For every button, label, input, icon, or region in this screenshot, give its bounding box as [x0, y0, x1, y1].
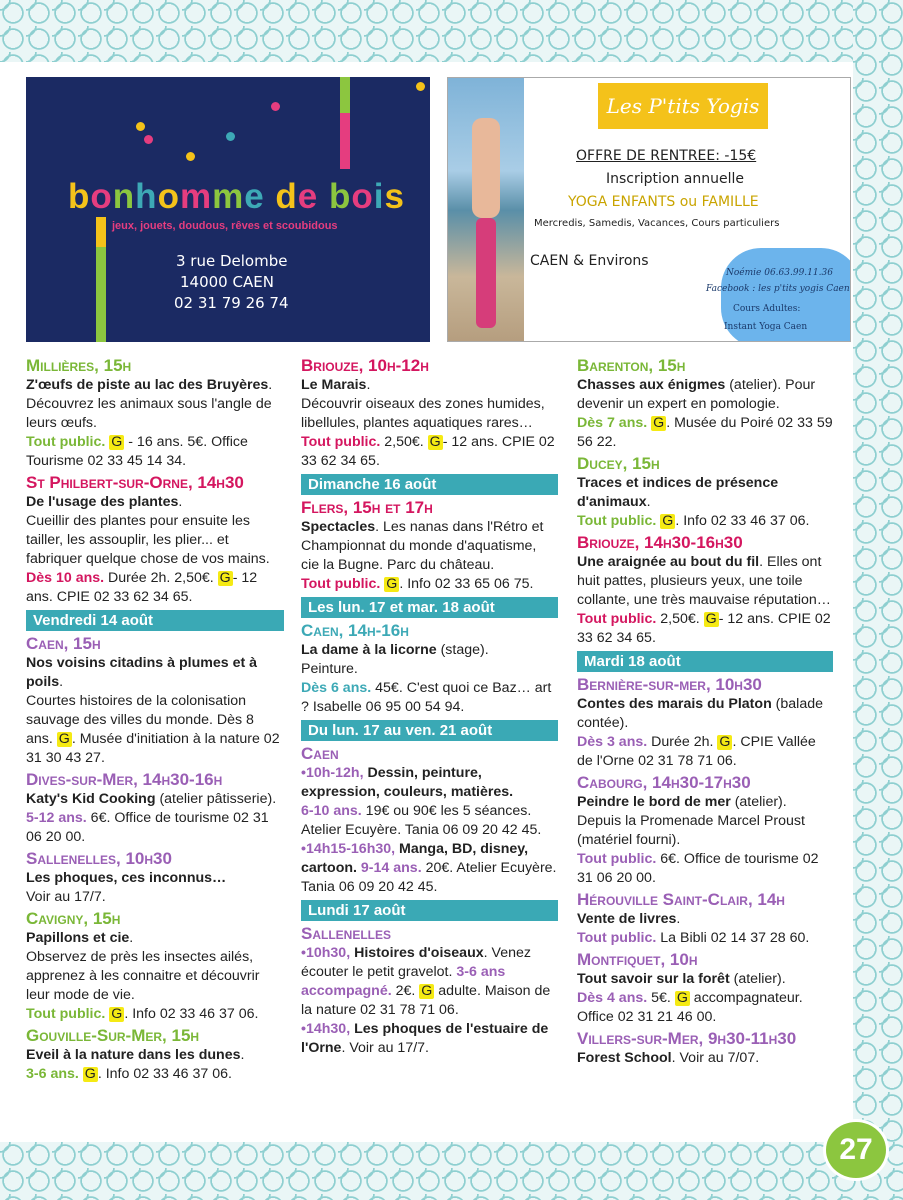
yogis-offer: OFFRE DE RENTREE: -15€ — [576, 148, 757, 164]
event-audience: Tout public. — [26, 1006, 106, 1022]
event-title-extra: (stage). — [436, 642, 489, 658]
event-entry — [577, 675, 833, 771]
event-audience: Dès 6 ans. — [301, 680, 372, 696]
yoga-figure — [472, 118, 500, 218]
bonhomme-logo: bonhomme de bois — [68, 177, 405, 216]
event-heading: Montfiquet, 10h — [577, 950, 698, 969]
event-heading: Gouville-Sur-Mer, 15h — [26, 1026, 200, 1045]
decorative-dot — [416, 82, 425, 91]
event-audience: Dès 4 ans. — [577, 990, 648, 1006]
event-info: 6€. Office de tourisme 02 31 06 20 00. — [26, 810, 269, 845]
event-info: - 12 ans. CPIE 02 33 62 34 65. — [577, 611, 831, 646]
event-info: 20€. Atelier Ecuyère. Tania 06 09 20 42 45. — [301, 860, 557, 895]
event-entry: Gouville-Sur-Mer, 15h Eveil à la nature dans les dunes. 3-6 ans. G . Info 02 33 46 37 06. — [26, 1026, 284, 1084]
decorative-bar — [340, 113, 350, 169]
event-entry — [301, 621, 558, 717]
decorative-pattern-bottom — [0, 1142, 903, 1200]
event-heading: Dives-sur-Mer, 14h30-16h — [26, 770, 223, 789]
event-description: Observez de près les insectes ailés, apprenez à les connaitre et découvrir leur mode de vie. — [26, 949, 260, 1003]
event-description: Découvrir oiseaux des zones humides, libellules, plantes aquatiques rares… — [301, 396, 545, 431]
event-info: - 12 ans. CPIE 02 33 62 34 65. — [26, 570, 258, 605]
event-audience: 6-10 ans. — [301, 803, 362, 819]
event-title-extra: (balade contée). — [577, 696, 824, 731]
free-badge: G — [662, 513, 674, 529]
event-title: Spectacles — [301, 519, 376, 535]
event-description: . Venez écouter le petit gravelot. — [301, 945, 531, 980]
event-audience: Tout public. — [577, 930, 657, 946]
event-info: . Voir au 17/7. — [341, 1040, 429, 1056]
event-entry — [577, 890, 833, 948]
yogis-contact-facebook: Facebook : les p'tits yogis Caen — [706, 284, 850, 294]
event-description: . — [676, 911, 681, 927]
event-heading: St Philbert-sur-Orne, 14h30 — [26, 473, 244, 492]
event-title: Vente de livres — [577, 911, 677, 927]
free-badge: G — [386, 576, 398, 592]
event-title: Katy's Kid Cooking — [26, 791, 156, 807]
day-banner: Dimanche 16 août — [301, 474, 558, 495]
event-entry — [577, 356, 833, 452]
event-info: . Info 02 33 46 37 06. — [124, 1006, 259, 1022]
free-badge: G — [719, 734, 731, 750]
free-badge: G — [111, 434, 123, 450]
event-heading: Briouze, 14h30-16h30 — [577, 533, 743, 552]
event-info: Durée 2h. 2,50€. — [104, 570, 218, 586]
free-badge: G — [705, 611, 717, 627]
decorative-bar — [96, 247, 106, 342]
yogis-adult-courses: Cours Adultes: — [733, 304, 801, 314]
event-title-extra: (atelier pâtisserie). — [155, 791, 277, 807]
event-audience: Dès 10 ans. — [26, 570, 105, 586]
event-info: adulte. Maison de la nature 02 31 78 71 06. — [301, 983, 551, 1018]
event-description: Cueillir des plantes pour ensuite les tailler, les assouplir, les plier... et fabriquer quelque chose de vos mains. — [26, 513, 270, 567]
yogis-contact-phone: Noémie 06.63.99.11.36 — [726, 268, 833, 278]
event-info: . Info 02 33 46 37 06. — [97, 1066, 232, 1082]
free-badge: G — [676, 990, 688, 1006]
event-title: Nos voisins citadins à plumes et à poils — [26, 655, 258, 690]
event-entry — [577, 1029, 833, 1068]
event-audience: 3-6 ans accompagné. — [301, 964, 506, 999]
yogis-adult-studio: Instant Yoga Caen — [724, 322, 808, 332]
yogis-program: YOGA ENFANTS ou FAMILLE — [568, 194, 759, 210]
event-heading: Caen — [301, 744, 339, 763]
event-description: Courtes histoires de la colonisation sauvage des villes du monde. Dès 8 ans. — [26, 693, 254, 747]
day-banner: Vendredi 14 août — [26, 610, 284, 631]
event-info: 2€. — [391, 983, 420, 999]
free-badge: G — [58, 731, 70, 747]
event-entry — [577, 950, 833, 1027]
event-entry — [301, 924, 558, 1058]
free-badge: G — [84, 1066, 96, 1082]
event-title: De l'usage des plantes — [26, 494, 179, 510]
decorative-dot — [136, 122, 145, 131]
event-heading: Sallenelles — [301, 924, 392, 943]
event-entry: Millières, 15h Z'œufs de piste au lac des Bruyères. Découvrez les animaux sous l'angle de leurs œufs. Tout public. G - 16 ans. 5€. Office Tourisme 02 33 45 14 34. — [26, 356, 284, 471]
event-info: 2,50€. — [380, 434, 428, 450]
event-info: - 16 ans. 5€. Office Tourisme 02 33 45 14 34. — [26, 434, 248, 469]
free-badge: G — [429, 434, 441, 450]
event-description: . Elles ont huit pattes, plusieurs yeux, une toile collante, une très mauvaise réputation… — [577, 554, 831, 608]
event-heading: Millières, 15h — [26, 356, 132, 375]
yogis-brand-box — [598, 83, 768, 129]
agenda-column-1 — [26, 356, 284, 1086]
agenda-column-3 — [577, 356, 833, 1070]
event-heading: Caen, 15h — [26, 634, 101, 653]
decorative-dot — [186, 152, 195, 161]
event-title: Papillons et cie — [26, 930, 130, 946]
event-entry: Cavigny, 15h Papillons et cie. Observez de près les insectes ailés, apprenez à les connaitre et découvrir leur mode de vie. Tout public. G . Info 02 33 46 37 06. — [26, 909, 284, 1024]
event-info: . CPIE Vallée de l'Orne 02 31 78 71 06. — [577, 734, 816, 769]
event-audience: 9-14 ans. — [356, 860, 422, 876]
event-title: Une araignée au bout du fil — [577, 554, 760, 570]
event-title-extra: (atelier). Depuis la Promenade Marcel Proust (matériel fourni). — [577, 794, 805, 848]
day-banner: Les lun. 17 et mar. 18 août — [301, 597, 558, 618]
event-description: . — [646, 494, 651, 510]
decorative-bar — [96, 217, 106, 247]
bonhomme-address-line1: 3 rue Delombe — [176, 252, 288, 270]
decorative-pattern-right — [853, 0, 903, 1200]
event-title: Les phoques de l'estuaire de l'Orne — [301, 1021, 549, 1056]
event-description: Peinture. — [301, 661, 358, 677]
event-description: . Les nanas dans l'Rétro et Championnat du monde d'aquatisme, cie la Bugne. Parc du château. — [301, 519, 544, 573]
event-info: 2,50€. — [656, 611, 704, 627]
event-heading: Hérouville Saint-Clair, 14h — [577, 890, 785, 909]
event-entry: St Philbert-sur-Orne, 14h30 De l'usage des plantes. Cueillir des plantes pour ensuite les tailler, les assouplir, les plier... et fabriquer quelque chose de vos mains. Dès 10 ans. Durée 2h. 2,50€. G - 12 ans. CPIE 02 33 62 34 65. — [26, 473, 284, 607]
event-audience: Tout public. — [577, 851, 657, 867]
bonhomme-address-line2: 14000 CAEN — [180, 273, 274, 291]
agenda-column-2 — [301, 356, 558, 1060]
free-badge: G — [111, 1006, 123, 1022]
event-title: La dame à la licorne — [301, 642, 437, 658]
event-audience: Tout public. — [26, 434, 106, 450]
event-title: Contes des marais du Platon — [577, 696, 772, 712]
event-entry — [577, 454, 833, 531]
event-heading: Villers-sur-Mer, 9h30-11h30 — [577, 1029, 797, 1048]
bonhomme-phone: 02 31 79 26 74 — [174, 294, 289, 312]
yogis-brand: Les P'tits Yogis — [606, 94, 760, 118]
event-entry — [577, 533, 833, 648]
event-info: 5€. — [647, 990, 675, 1006]
event-entry — [577, 773, 833, 888]
event-title: Peindre le bord de mer — [577, 794, 731, 810]
event-info: 6€. Office de tourisme 02 31 06 20 00. — [577, 851, 819, 886]
event-title: Histoires d'oiseaux — [354, 945, 484, 961]
day-banner: Du lun. 17 au ven. 21 août — [301, 720, 558, 741]
event-title: Tout savoir sur la forêt — [577, 971, 730, 987]
session-time: •14h15-16h30, — [301, 841, 400, 857]
event-heading: Briouze, 10h-12h — [301, 356, 429, 375]
event-title-extra: (atelier). — [729, 971, 786, 987]
event-info: . Musée d'initiation à la nature 02 31 30 43 27. — [26, 731, 280, 766]
day-banner: Lundi 17 août — [301, 900, 558, 921]
free-badge: G — [653, 415, 665, 431]
decorative-dot — [271, 102, 280, 111]
decorative-bar — [340, 77, 350, 113]
decorative-dot — [144, 135, 153, 144]
page-number-badge: 27 — [826, 1122, 886, 1178]
event-info: 19€ ou 90€ les 5 séances. Atelier Ecuyère. Tania 06 09 20 42 45. — [301, 803, 542, 838]
event-info: 45€. C'est quoi ce Baz… art ? Isabelle 06 95 00 54 94. — [301, 680, 552, 715]
event-info: - 12 ans. CPIE 02 33 62 34 65. — [301, 434, 555, 469]
event-info: . Musée du Poiré 02 33 59 56 22. — [577, 415, 833, 450]
event-description: Découvrez les animaux sous l'angle de leurs œufs. — [26, 396, 272, 431]
event-info: accompagnateur. Office 02 31 21 46 00. — [577, 990, 803, 1025]
bonhomme-de-bois-ad[interactable] — [26, 77, 430, 342]
event-title: Les phoques, ces inconnus… — [26, 870, 227, 886]
bonhomme-tagline: jeux, jouets, doudous, rêves et scoubidous — [112, 220, 338, 232]
event-audience: Tout public. — [577, 513, 657, 529]
yogis-inscription: Inscription annuelle — [606, 171, 744, 187]
event-audience: Tout public. — [301, 576, 381, 592]
event-heading: Ducey, 15h — [577, 454, 660, 473]
event-heading: Sallenelles, 10h30 — [26, 849, 172, 868]
event-description: Voir au 17/7. — [26, 889, 106, 905]
yogis-days: Mercredis, Samedis, Vacances, Cours particuliers — [534, 218, 780, 229]
event-audience: Dès 3 ans. — [577, 734, 648, 750]
event-entry — [301, 744, 558, 897]
event-heading: Cabourg, 14h30-17h30 — [577, 773, 751, 792]
event-entry — [301, 498, 558, 594]
event-audience: 5-12 ans. — [26, 810, 87, 826]
session-time: •14h30, — [301, 1021, 355, 1037]
event-title-extra: (atelier). Pour devenir un expert en pomologie. — [577, 377, 816, 412]
ptits-yogis-ad[interactable] — [447, 77, 851, 342]
free-badge: G — [421, 983, 433, 999]
event-entry: Briouze, 10h-12h Le Marais. Découvrir oiseaux des zones humides, libellules, plantes aquatiques rares… Tout public. 2,50€. G - 12 ans. CPIE 02 33 62 34 65. — [301, 356, 558, 471]
event-entry — [26, 770, 284, 847]
yogis-location: CAEN & Environs — [530, 253, 649, 269]
event-entry: Caen, 15h Nos voisins citadins à plumes et à poils. Courtes histoires de la colonisation sauvage des villes du monde. Dès 8 ans. G . Musée d'initiation à la nature 02 31 30 43 27. — [26, 634, 284, 768]
event-title: Traces et indices de présence d'animaux — [577, 475, 779, 510]
day-banner: Mardi 18 août — [577, 651, 833, 672]
event-heading: Caen, 14h-16h — [301, 621, 409, 640]
event-heading: Bernière-sur-mer, 10h30 — [577, 675, 762, 694]
event-title: Manga, BD, disney, cartoon. — [301, 841, 529, 876]
event-title: Forest School — [577, 1050, 672, 1066]
yoga-figure-legs — [476, 218, 496, 328]
event-info: . Info 02 33 46 37 06. — [675, 513, 810, 529]
event-heading: Flers, 15h et 17h — [301, 498, 433, 517]
event-info: . Info 02 33 65 06 75. — [399, 576, 534, 592]
event-audience: 3-6 ans. — [26, 1066, 79, 1082]
decorative-dot — [226, 132, 235, 141]
event-title: Dessin, peinture, expression, couleurs, matières. — [301, 765, 514, 800]
event-audience: Tout public. — [577, 611, 657, 627]
event-title: Z'œufs de piste au lac des Bruyères — [26, 377, 269, 393]
event-audience: Tout public. — [301, 434, 381, 450]
event-audience: Dès 7 ans. — [577, 415, 648, 431]
session-time: •10h30, — [301, 945, 355, 961]
event-title: Le Marais — [301, 377, 367, 393]
session-time: •10h-12h, — [301, 765, 368, 781]
decorative-pattern-top — [0, 0, 903, 62]
event-description: . Voir au 7/07. — [671, 1050, 760, 1066]
free-badge: G — [219, 570, 231, 586]
event-heading: Cavigny, 15h — [26, 909, 121, 928]
event-entry — [26, 849, 284, 907]
event-info: La Bibli 02 14 37 28 60. — [656, 930, 810, 946]
event-heading: Barenton, 15h — [577, 356, 686, 375]
event-title: Chasses aux énigmes — [577, 377, 726, 393]
event-info: Durée 2h. — [647, 734, 718, 750]
yoga-photo — [448, 78, 524, 342]
event-title: Eveil à la nature dans les dunes — [26, 1047, 241, 1063]
